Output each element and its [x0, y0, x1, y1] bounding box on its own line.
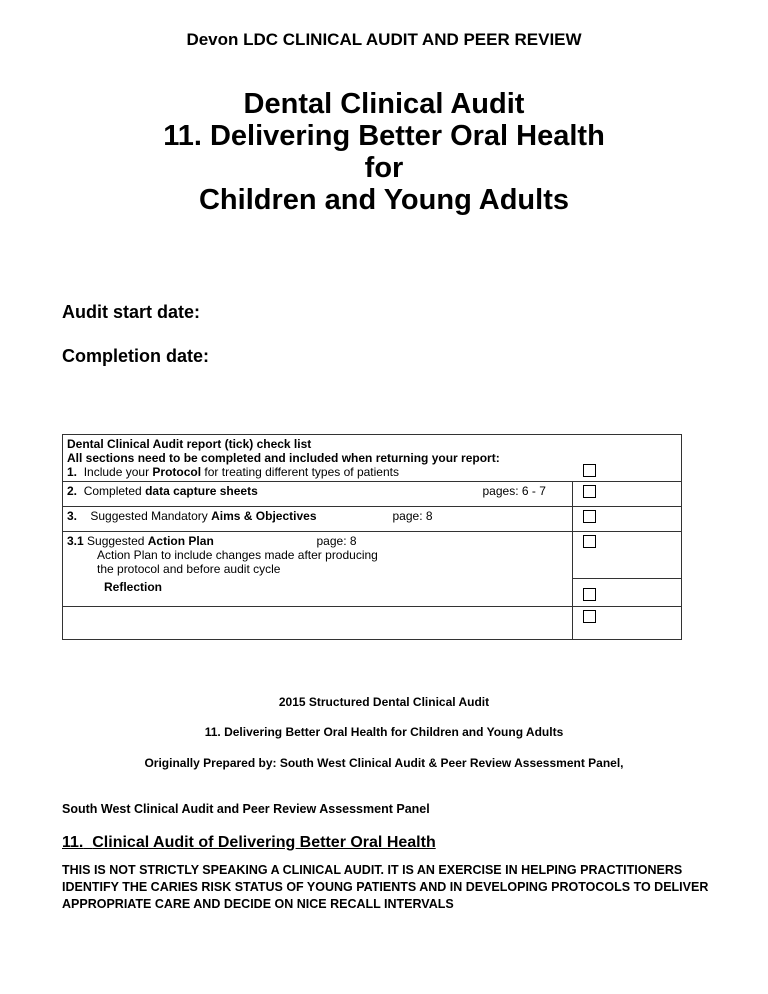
action-plan-checkbox[interactable]: [583, 535, 596, 548]
section-heading: 11. Clinical Audit of Delivering Better Oral Health: [62, 834, 436, 851]
structured-audit-subtitle: 11. Delivering Better Oral Health for Children and Young Adults: [204, 725, 564, 739]
aims-pages: page: 8: [392, 509, 433, 523]
checklist-row-data-capture: 2. Completed data capture sheets pages: 6 - 7: [63, 482, 682, 507]
audit-start-label: Audit start date:: [62, 302, 201, 322]
completion-date-label: Completion date:: [62, 346, 209, 366]
title-line-3: for: [364, 152, 404, 184]
structured-audit-title: 2015 Structured Dental Clinical Audit: [278, 695, 490, 709]
title-line-4: Children and Young Adults: [198, 184, 569, 216]
audit-note: THIS IS NOT STRICTLY SPEAKING A CLINICAL AUDIT. IT IS AN EXERCISE IN HELPING PRACTITIONERS IDENTIFY THE CARIES RISK STATUS OF YOUNG PATIENTS AND IN DEVELOPING PROTOCOLS TO DELIVER APPROPRIATE CARE AND DECIDE ON NICE RECALL INTERVALS: [62, 863, 709, 911]
document-header: Devon LDC CLINICAL AUDIT AND PEER REVIEW: [186, 30, 582, 49]
checklist-subheading: All sections need to be completed and included when returning your report:: [67, 451, 500, 465]
checklist-row-action-plan: 3.1 Suggested Action Plan page: 8 Action Plan to include changes made after producing the protocol and before audit cycle: [63, 532, 682, 579]
action-plan-note-2: the protocol and before audit cycle: [97, 562, 281, 576]
checklist-row-reflection: [63, 578, 682, 607]
panel-name: South West Clinical Audit and Peer Review Assessment Panel: [62, 802, 430, 816]
aims-checkbox[interactable]: [583, 510, 596, 523]
data-capture-pages: pages: 6 - 7: [482, 484, 546, 498]
checklist-table: [62, 434, 682, 640]
action-plan-pages: page: 8: [316, 534, 357, 548]
title-line-2: 11. Delivering Better Oral Health: [163, 120, 605, 152]
checklist-heading: Dental Clinical Audit report (tick) check list: [67, 437, 312, 451]
prepared-by: Originally Prepared by: South West Clinical Audit & Peer Review Assessment Panel,: [144, 756, 624, 770]
reflection-label: Reflection: [104, 580, 163, 594]
data-capture-checkbox[interactable]: [583, 485, 596, 498]
protocol-checkbox[interactable]: [583, 464, 596, 477]
blank-checkbox[interactable]: [583, 610, 596, 623]
checklist-row-aims: 3. Suggested Mandatory Aims & Objectives page: 8: [63, 507, 682, 532]
checklist-row-protocol: [63, 435, 682, 482]
action-plan-note-1: Action Plan to include changes made after producing: [97, 548, 378, 562]
reflection-checkbox[interactable]: [583, 588, 596, 601]
title-line-1: Dental Clinical Audit: [243, 88, 525, 120]
checklist-item-protocol: 1. Include your Protocol for treating different types of patients: [67, 465, 399, 479]
checklist-row-blank: [63, 607, 682, 640]
